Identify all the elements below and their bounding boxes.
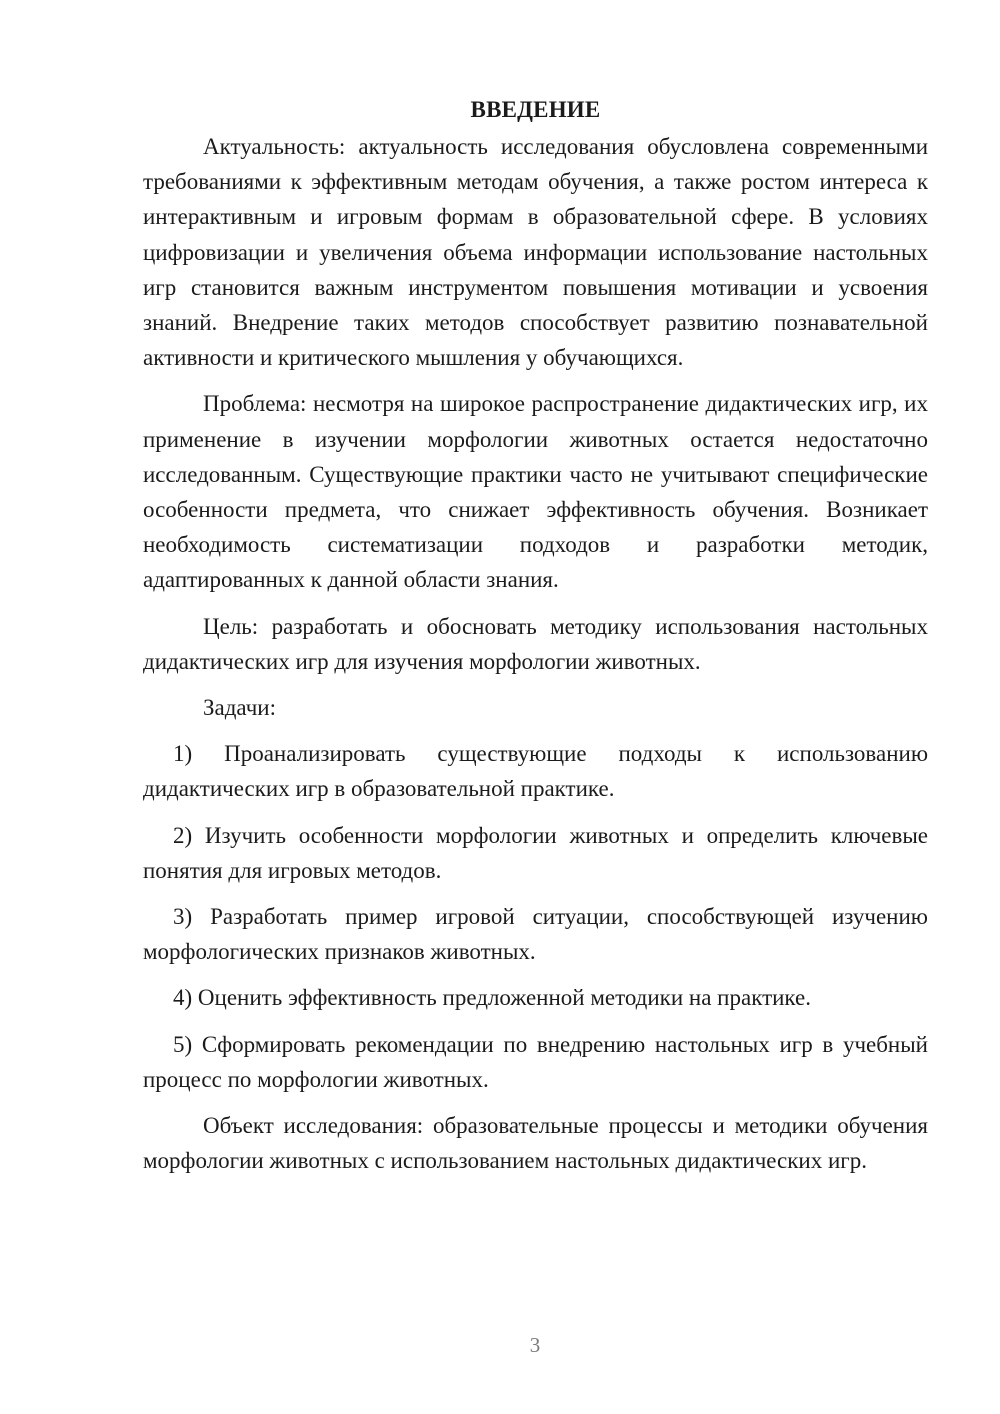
goal-paragraph: Цель: разработать и обосновать методику использования настольных дидактических игр для изучения морфологии животных.	[143, 613, 928, 674]
section-title: ВВЕДЕНИЕ	[470, 97, 601, 122]
task-item-3: 3) Разработать пример игровой ситуации, способствующей изучению морфологических признаков животных.	[143, 904, 928, 965]
object-paragraph: Объект исследования: образовательные процессы и методики обучения морфологии животных с использованием настольных дидактических игр.	[143, 1113, 928, 1174]
problem-paragraph: Проблема: несмотря на широкое распространение дидактических игр, их применение в изучении морфологии животных остается недостаточно исследованным. Существующие практики часто не учитывают специфические особенности предмета, что снижает эффективность обучения. Возникает необходимость систематизации подходов и разработки методик, адаптированных к данной области знания.	[143, 391, 928, 593]
page-content	[143, 92, 928, 1178]
task-item-2: 2) Изучить особенности морфологии животных и определить ключевые понятия для игровых методов.	[143, 822, 928, 883]
page-number: 3	[529, 1333, 541, 1357]
task-item-1: 1) Проанализировать существующие подходы к использованию дидактических игр в образовательной практике.	[143, 741, 928, 802]
task-item-4: 4) Оценить эффективность предложенной методики на практике.	[173, 985, 811, 1011]
tasks-heading: Задачи:	[203, 695, 276, 721]
relevance-paragraph: Актуальность: актуальность исследования обусловлена современными требованиями к эффективным методам обучения, а также ростом интереса к интерактивным и игровым формам в образовательной сфере. В условиях цифровизации и увеличения объема информации использование настольных игр становится важным инструментом повышения мотивации и усвоения знаний. Внедрение таких методов способствует развитию познавательной активности и критического мышления у обучающихся.	[143, 134, 928, 371]
task-item-5: 5) Сформировать рекомендации по внедрению настольных игр в учебный процесс по морфологии животных.	[143, 1031, 928, 1092]
